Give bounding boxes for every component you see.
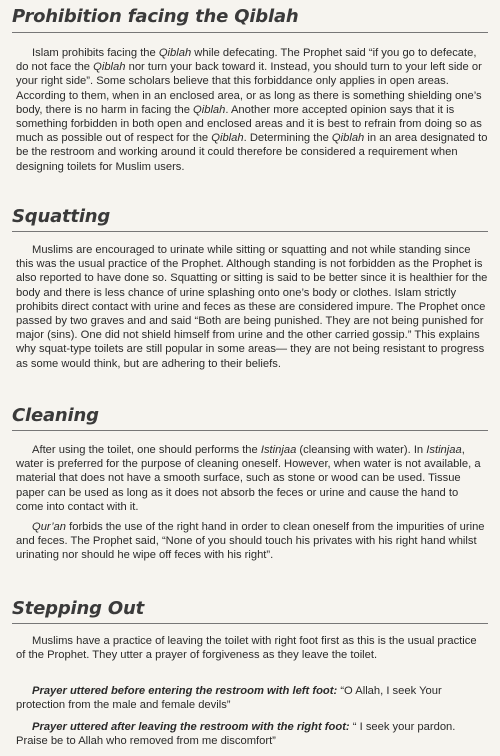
text-run: . Another more accepted opinion says that it is something forbidden in both open and enclosed areas and it is best to refrain from doing so as much as possible out of respect for the [16, 103, 482, 145]
text-run: forbids the use of the right hand in order to clean oneself from the impurities of urine and feces. The Prophet said, “None of you should touch his privates with his right hand whilst urinating nor should he wipe off feces with his right”. [16, 521, 485, 562]
paragraph [16, 46, 488, 174]
section-divider [12, 623, 488, 624]
emphasis-text: Qiblah [158, 47, 192, 59]
section-divider [12, 32, 488, 33]
text-run: Islam prohibits facing the [32, 47, 159, 59]
text-run: in an area designated to be the restroom and working around it could therefore be considered a requirement when designing toilets for Muslim users. [16, 132, 488, 173]
section-heading-qiblah: Prohibition facing the Qiblah [12, 6, 299, 27]
prayer-entering [16, 684, 488, 712]
emphasis-text: Qiblah [93, 61, 126, 74]
emphasis-text: Qiblah [193, 103, 226, 116]
emphasis-text: Qur’an [32, 521, 66, 533]
paragraph [16, 443, 488, 514]
emphasis-text: Istinjaa [426, 444, 462, 456]
paragraph [16, 634, 488, 662]
section-divider [12, 430, 488, 431]
emphasis-text [32, 685, 337, 697]
text-run: Muslims are encouraged to urinate while sitting or squatting and not while standing since this was the usual practice of the Prophet. Although standing is not forbidden as the Prophet is also reported to have done so. Squatting or sitting is said to be better since it is healthier for the body and there is less chance of urine splashing onto one’s body or clothes. Islam strictly prohibits direct contact with urine and feces as these are considered impure. The Prophet once passed by two graves and and said “Both are being punished. They are not being punished for major (sins). One did not shield himself from urine and the other carried gossip.” This explains why squat-type toilets are still popular in some areas— they are not being resistant to progress as some would think, but are adhering to their beliefs. [16, 244, 488, 370]
text-run: (cleansing with water). In [296, 444, 427, 456]
section-heading-stepping-out: Stepping Out [12, 598, 145, 619]
text-run: while defecating. The Prophet said “if you go to defecate, do not face the [16, 47, 477, 74]
emphasis-text: Qiblah [331, 132, 365, 145]
section-heading-squatting: Squatting [12, 206, 111, 227]
paragraph [16, 243, 488, 371]
section-heading-cleaning: Cleaning [12, 405, 99, 426]
text-run: nor turn your back toward it. Instead, you should turn to your left side or your right side”. Some scholars believe that this forbiddance only applies in open areas. According to them, when in an enclosed area, or as long as there is something shielding one’s body, there is no harm in facing the [16, 61, 482, 116]
section-divider [12, 231, 488, 232]
prayer-leaving [16, 720, 488, 748]
text-run: Muslims have a practice of leaving the toilet with right foot first as this is the usual practice of the Prophet. They utter a prayer of forgiveness as they leave the toilet. [16, 635, 477, 662]
text-run: . Determining the [243, 132, 332, 145]
emphasis-text: Prayer uttered after leaving the restroom with the right foot: [32, 721, 350, 733]
paragraph [16, 520, 488, 563]
emphasis-text: Prayer uttered before entering the restroom with left foot: [32, 685, 338, 697]
emphasis-text: Istinjaa [260, 444, 297, 456]
text-run: “O Allah, I seek Your protection from the male and female devils” [16, 685, 442, 712]
emphasis-text: Qiblah [211, 132, 244, 145]
text-run: “ I seek your pardon. Praise be to Allah who removed from me discomfort” [16, 721, 456, 748]
text-run: , water is preferred for the purpose of cleaning oneself. However, when water is not available, a material that does not have a smooth surface, such as stone or wood can be used. Tissue paper can be used as long as it does not absorb the feces or urine and cause the hand to come into contact with it. [16, 444, 481, 513]
text-run: After using the toilet, one should performs the [32, 444, 261, 456]
emphasis-text [32, 721, 350, 733]
